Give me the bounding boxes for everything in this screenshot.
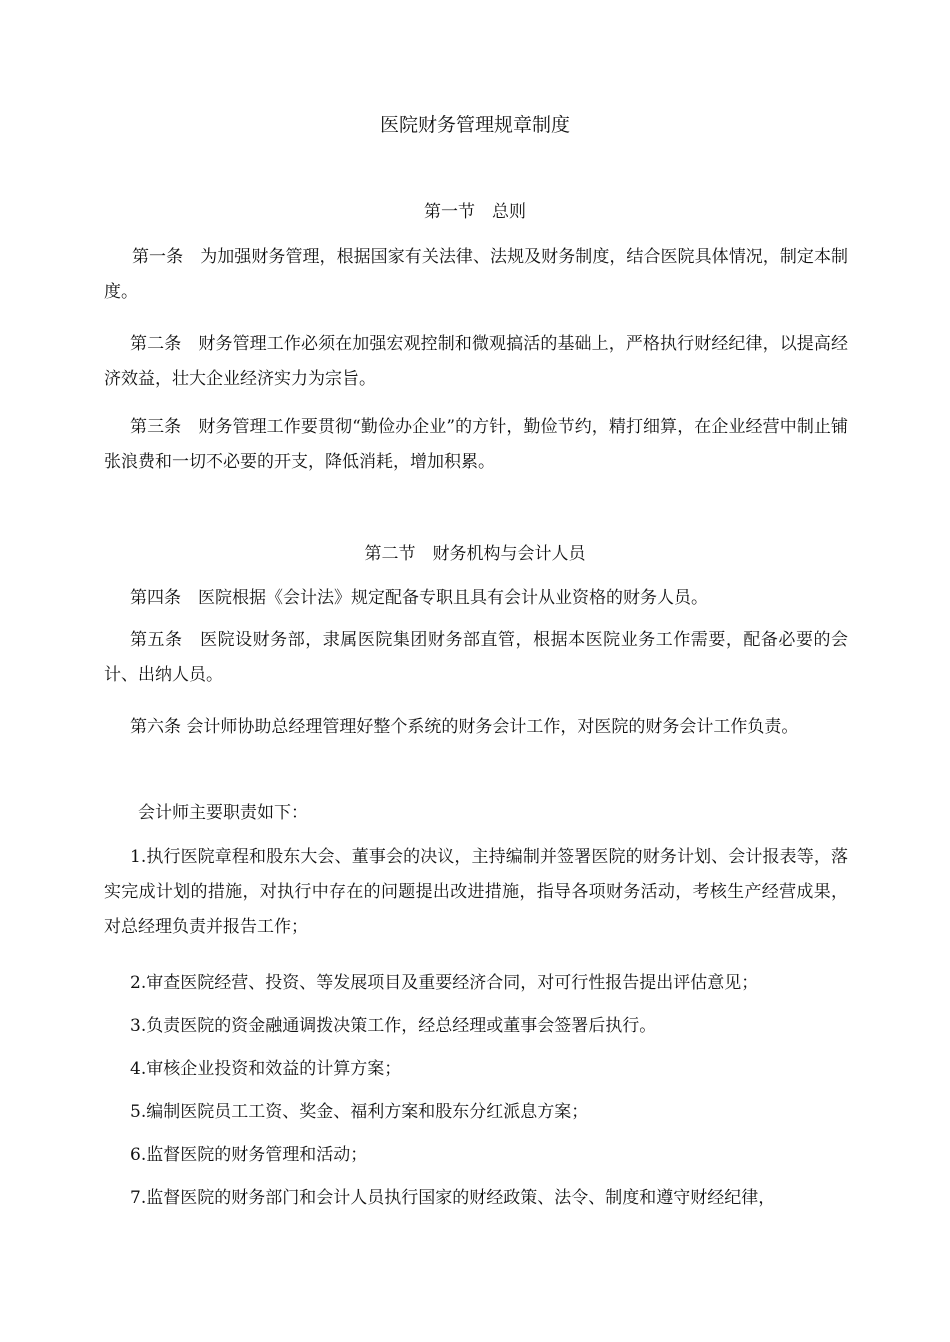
- section-heading-finance-organization: 第二节 财务机构与会计人员: [364, 544, 586, 564]
- section-heading-general: 第一节 总则: [424, 202, 526, 222]
- article-5: 第五条 医院设财务部，隶属医院集团财务部直管，根据本医院业务工作需要，配备必要的会计、出纳人员。: [104, 630, 848, 685]
- duty-item-6: 6.监督医院的财务管理和活动；: [130, 1145, 368, 1165]
- duty-item-3: 3.负责医院的资金融通调拨决策工作，经总经理或董事会签署后执行。: [130, 1016, 657, 1036]
- article-4: 第四条 医院根据《会计法》规定配备专职且具有会计从业资格的财务人员。: [130, 588, 708, 608]
- article-2: 第二条 财务管理工作必须在加强宏观控制和微观搞活的基础上，严格执行财经纪律，以提高经济效益，壮大企业经济实力为宗旨。: [104, 334, 848, 389]
- article-3: 第三条 财务管理工作要贯彻“勤俭办企业”的方针，勤俭节约，精打细算，在企业经营中制止铺张浪费和一切不必要的开支，降低消耗，增加积累。: [104, 417, 848, 472]
- duty-item-7: 7.监督医院的财务部门和会计人员执行国家的财经政策、法令、制度和遵守财经纪律，: [130, 1188, 776, 1208]
- duty-item-2: 2.审查医院经营、投资、等发展项目及重要经济合同，对可行性报告提出评估意见；: [130, 973, 759, 993]
- article-1: 第一条 为加强财务管理，根据国家有关法律、法规及财务制度，结合医院具体情况，制定本制度。: [104, 247, 848, 302]
- duty-item-1: 1.执行医院章程和股东大会、董事会的决议，主持编制并签署医院的财务计划、会计报表等，落实完成计划的措施，对执行中存在的问题提出改进措施，指导各项财务活动，考核生产经营成果，对总经理负责并报告工作；: [104, 847, 848, 937]
- duty-item-4: 4.审核企业投资和效益的计算方案；: [130, 1059, 402, 1079]
- duties-intro: 会计师主要职责如下：: [138, 803, 308, 823]
- document-title: 医院财务管理规章制度: [379, 114, 570, 136]
- duty-item-5: 5.编制医院员工工资、奖金、福利方案和股东分红派息方案；: [130, 1102, 589, 1122]
- article-6: 第六条 会计师协助总经理管理好整个系统的财务会计工作，对医院的财务会计工作负责。: [130, 717, 799, 737]
